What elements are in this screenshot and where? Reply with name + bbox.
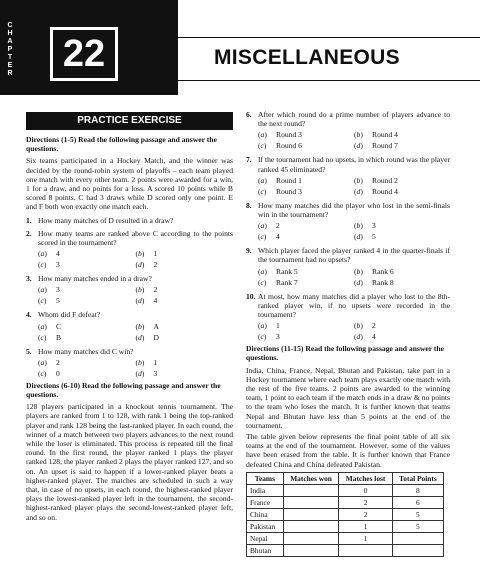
option-key: ( b ) bbox=[354, 176, 372, 185]
directions-1-5: Directions (1-5) Read the following passage and answer the questions. bbox=[26, 135, 217, 154]
option-key: ( c ) bbox=[38, 333, 56, 342]
question-list-left bbox=[26, 216, 233, 379]
chapter-letter: T bbox=[7, 54, 13, 61]
table-cell: Pakistan bbox=[247, 520, 284, 532]
option-key: ( c ) bbox=[258, 332, 276, 341]
point-table bbox=[246, 472, 444, 557]
point-table-body bbox=[247, 484, 444, 556]
answer-option bbox=[38, 332, 136, 343]
question bbox=[26, 347, 233, 356]
question-text: Which player faced the player ranked 4 in the quarter-finals if the tournament had no upsets? bbox=[258, 246, 450, 265]
table-cell: 5 bbox=[392, 520, 443, 532]
answer-option bbox=[354, 266, 450, 277]
chapter-letter: P bbox=[7, 46, 13, 53]
answer-option bbox=[258, 266, 354, 277]
answer-option bbox=[354, 277, 450, 288]
option-value: 3 bbox=[372, 221, 376, 231]
answer-option bbox=[258, 220, 354, 231]
table-row bbox=[247, 484, 444, 496]
table-header-cell: Teams bbox=[247, 472, 284, 484]
table-cell: China bbox=[247, 508, 284, 520]
table-cell bbox=[283, 508, 339, 520]
option-key: ( d ) bbox=[354, 232, 372, 241]
table-header-cell: Matches lost bbox=[339, 472, 392, 484]
chapter-band bbox=[0, 0, 178, 95]
option-value: Rank 8 bbox=[372, 277, 394, 287]
directions-6-10: Directions (6-10) Read the following passage and answer the questions. bbox=[26, 380, 221, 400]
passage-point-table: The table given below represents the final point table of all six teams at the end of the tournament. However, some of the values have been erased from the table. It is further known that France defeated China and China defeated Pakistan. bbox=[246, 432, 450, 469]
question-number: 6. bbox=[246, 110, 252, 119]
answer-options bbox=[38, 321, 233, 343]
question-list-right bbox=[246, 110, 450, 342]
option-key: ( a ) bbox=[38, 358, 56, 367]
answer-option bbox=[136, 284, 234, 295]
option-key: ( d ) bbox=[354, 278, 372, 287]
option-value: Round 3 bbox=[276, 186, 302, 196]
option-value: B bbox=[56, 332, 62, 342]
option-value: Round 7 bbox=[372, 141, 398, 151]
answer-options bbox=[38, 357, 233, 379]
table-row bbox=[247, 544, 444, 556]
option-value: 3 bbox=[153, 368, 158, 378]
option-value: 4 bbox=[153, 296, 158, 306]
option-value: Rank 5 bbox=[276, 266, 298, 276]
answer-options bbox=[38, 284, 233, 306]
option-key: ( d ) bbox=[354, 187, 372, 196]
question bbox=[246, 110, 450, 128]
option-key: ( c ) bbox=[258, 278, 276, 287]
chapter-letter: R bbox=[7, 70, 13, 77]
answer-option bbox=[258, 129, 354, 140]
answer-option bbox=[354, 186, 450, 197]
option-key: ( a ) bbox=[38, 249, 56, 258]
title-rule-bottom bbox=[178, 80, 480, 81]
option-value: 4 bbox=[56, 249, 60, 259]
table-cell: 5 bbox=[392, 508, 443, 520]
table-cell bbox=[283, 484, 339, 496]
question-number: 2. bbox=[26, 228, 32, 238]
option-key: ( b ) bbox=[354, 221, 372, 230]
question-text: How many matches ended in a draw? bbox=[38, 274, 152, 284]
title-rule-top bbox=[178, 37, 480, 38]
option-value: A bbox=[153, 321, 159, 331]
chapter-banner bbox=[0, 0, 480, 95]
option-key: ( a ) bbox=[258, 267, 276, 276]
question bbox=[26, 310, 233, 319]
answer-option bbox=[38, 259, 136, 270]
answer-option bbox=[354, 320, 450, 331]
question-text: How many matches did C win? bbox=[38, 346, 134, 356]
table-cell: 0 bbox=[339, 484, 392, 496]
option-value: Round 4 bbox=[372, 130, 398, 140]
option-value: 1 bbox=[153, 357, 158, 367]
option-key: ( d ) bbox=[136, 260, 154, 269]
option-key: ( d ) bbox=[136, 369, 154, 378]
question-text: How many matches of D resulted in a draw? bbox=[38, 215, 174, 225]
table-cell: 6 bbox=[392, 496, 443, 508]
question-text: Whom did F defeat? bbox=[38, 310, 101, 320]
table-cell bbox=[392, 532, 443, 544]
question bbox=[246, 201, 450, 219]
option-value: 2 bbox=[153, 260, 158, 270]
table-header-cell: Matches won bbox=[283, 472, 339, 484]
answer-option bbox=[354, 231, 450, 242]
question-number: 10. bbox=[246, 291, 256, 301]
table-row bbox=[247, 532, 444, 544]
table-cell bbox=[339, 544, 392, 556]
option-value: 1 bbox=[276, 321, 280, 331]
option-key: ( b ) bbox=[136, 249, 154, 258]
option-key: ( d ) bbox=[136, 333, 154, 342]
option-key: ( b ) bbox=[354, 130, 372, 139]
answer-option bbox=[38, 295, 136, 306]
option-key: ( c ) bbox=[38, 369, 56, 378]
option-key: ( d ) bbox=[136, 296, 154, 305]
table-cell bbox=[283, 532, 339, 544]
question-text: How many teams are ranked above C according to the points scored in the tournament? bbox=[38, 228, 233, 248]
option-value: 1 bbox=[153, 249, 158, 259]
option-value: 4 bbox=[372, 332, 376, 342]
question-number: 5. bbox=[26, 346, 32, 356]
answer-option bbox=[354, 220, 450, 231]
answer-option bbox=[136, 332, 234, 343]
table-row bbox=[247, 508, 444, 520]
chapter-letter: C bbox=[7, 22, 13, 29]
option-key: ( b ) bbox=[136, 322, 154, 331]
point-table-header bbox=[247, 472, 444, 484]
option-key: ( a ) bbox=[258, 176, 276, 185]
table-cell bbox=[283, 544, 339, 556]
question-text: If the tournament had no upsets, in which round was the player ranked 45 eliminated? bbox=[258, 155, 450, 174]
option-key: ( c ) bbox=[258, 232, 276, 241]
practice-exercise-heading: PRACTICE EXERCISE bbox=[26, 112, 233, 130]
answer-options bbox=[258, 266, 450, 288]
answer-options bbox=[258, 320, 450, 342]
table-cell: 1 bbox=[339, 532, 392, 544]
table-cell bbox=[392, 544, 443, 556]
option-key: ( a ) bbox=[38, 322, 56, 331]
question-text: At most, how many matches did a player who lost to the 8th-ranked player win, if no upsets were recorded in the tournament? bbox=[258, 291, 450, 320]
question-number: 4. bbox=[26, 310, 32, 320]
chapter-letter: E bbox=[7, 62, 13, 69]
option-value: D bbox=[153, 332, 159, 342]
option-key: ( c ) bbox=[38, 260, 56, 269]
answer-option bbox=[354, 140, 450, 151]
answer-option bbox=[258, 320, 354, 331]
answer-option bbox=[38, 321, 136, 332]
answer-option bbox=[136, 248, 234, 259]
option-key: ( b ) bbox=[354, 267, 372, 276]
answer-option bbox=[136, 321, 234, 332]
option-key: ( d ) bbox=[354, 141, 372, 150]
answer-option bbox=[258, 175, 354, 186]
answer-option bbox=[354, 331, 450, 342]
table-cell: 1 bbox=[339, 520, 392, 532]
table-cell: 2 bbox=[339, 508, 392, 520]
option-key: ( b ) bbox=[354, 321, 372, 330]
option-key: ( d ) bbox=[354, 332, 372, 341]
question bbox=[246, 246, 450, 264]
question bbox=[26, 216, 233, 225]
option-key: ( a ) bbox=[38, 285, 56, 294]
option-value: 2 bbox=[56, 357, 60, 367]
question bbox=[246, 155, 450, 173]
chapter-number: 22 bbox=[50, 27, 118, 81]
question-number: 3. bbox=[26, 274, 32, 284]
question bbox=[246, 292, 450, 320]
option-value: 3 bbox=[276, 332, 280, 342]
answer-option bbox=[258, 140, 354, 151]
question bbox=[26, 274, 233, 283]
option-value: 2 bbox=[153, 285, 158, 295]
option-value: 4 bbox=[276, 232, 280, 242]
answer-option bbox=[354, 129, 450, 140]
table-cell: India bbox=[247, 484, 284, 496]
table-cell bbox=[283, 520, 339, 532]
answer-options bbox=[258, 129, 450, 151]
answer-option bbox=[38, 357, 136, 368]
table-cell: Nepal bbox=[247, 532, 284, 544]
answer-option bbox=[38, 248, 136, 259]
option-value: 5 bbox=[372, 232, 376, 242]
table-cell: France bbox=[247, 496, 284, 508]
option-value: Round 3 bbox=[276, 130, 302, 140]
answer-option bbox=[258, 331, 354, 342]
option-value: Rank 6 bbox=[372, 266, 394, 276]
answer-option bbox=[136, 295, 234, 306]
table-row bbox=[247, 496, 444, 508]
answer-option bbox=[258, 186, 354, 197]
option-value: Rank 7 bbox=[276, 277, 298, 287]
table-row bbox=[247, 520, 444, 532]
option-value: 2 bbox=[276, 221, 280, 231]
question-text: How many matches did the player who lost in the semi-finals win in the tournament? bbox=[258, 200, 450, 220]
option-key: ( a ) bbox=[258, 221, 276, 230]
option-key: ( b ) bbox=[136, 358, 154, 367]
question-text: After which round do a prime number of players advance to the next round? bbox=[258, 110, 450, 129]
passage-hockey-six-nations: India, China, France, Nepal, Bhutan and Pakistan, take part in a Hockey tournament where each team plays exactly one match with the rest of the five teams. 2 points are awarded to the winning team, 1 point to each team if the match ends in a draw & no points to the team who loses the match. It is further known that teams Nepal and Bhutan have less than 5 points at the end of the tournament. bbox=[246, 365, 450, 430]
option-value: 2 bbox=[372, 321, 376, 331]
answer-option bbox=[354, 175, 450, 186]
option-value: 5 bbox=[56, 296, 60, 306]
option-key: ( c ) bbox=[258, 141, 276, 150]
question-number: 9. bbox=[246, 246, 252, 256]
chapter-title: MISCELLANEOUS bbox=[214, 46, 400, 69]
option-value: Round 4 bbox=[372, 186, 398, 196]
option-value: Round 2 bbox=[372, 175, 398, 185]
question-number: 7. bbox=[246, 155, 252, 165]
answer-options bbox=[38, 248, 233, 270]
table-cell: Bhutan bbox=[247, 544, 284, 556]
option-value: 3 bbox=[56, 260, 60, 270]
answer-option bbox=[136, 368, 234, 379]
option-value: Round 1 bbox=[276, 175, 302, 185]
answer-option bbox=[258, 231, 354, 242]
table-cell: 8 bbox=[392, 484, 443, 496]
option-value: 0 bbox=[56, 368, 60, 378]
directions-11-15: Directions (11-15) Read the following passage and answer the questions. bbox=[246, 344, 445, 363]
question-number: 8. bbox=[246, 200, 252, 210]
chapter-letter: A bbox=[7, 38, 13, 45]
option-key: ( c ) bbox=[258, 187, 276, 196]
option-value: C bbox=[56, 321, 62, 331]
answer-option bbox=[136, 357, 234, 368]
answer-options bbox=[258, 175, 450, 197]
option-key: ( c ) bbox=[38, 296, 56, 305]
table-cell: 2 bbox=[339, 496, 392, 508]
table-header-cell: Total Points bbox=[392, 472, 443, 484]
passage-hockey: Six teams participated in a Hockey Match, and the winner was decided by the round-robin system of playoffs – each team played one match with every other team. 2 points were awarded for a win, 1 for a draw, and no points for a loss. A scored 10 points while B scored 8 points. C had 3 draws while D scored only one point. E and F both won exactly one match each. bbox=[26, 156, 233, 212]
chapter-label bbox=[3, 22, 17, 78]
option-value: Round 6 bbox=[276, 141, 302, 151]
passage-tennis: 128 players participated in a knockout tennis tournament. The players are ranked from 1 to 128, with rank 1 being the top-ranked player and rank 128 being the last-ranked player. In each round, the winner of a match between two players advances to the next round while the loser is eliminated. This process is repeated till the final round. In the first round, the player ranked 1 plays the player ranked 128, the player ranked 2 plays the player ranked 127, and so on. An upset is said to happen if a lower-ranked player beats a higher-ranked player. The matches are scheduled in such a way that, in case of no upsets, in each round, the highest-ranked player plays the lowest-ranked player left in the tournament, the second-highest-ranked player plays the second-lowest-ranked player left, and so on. bbox=[26, 402, 233, 522]
answer-option bbox=[136, 259, 234, 270]
option-value: 3 bbox=[56, 285, 60, 295]
left-column bbox=[26, 112, 233, 524]
right-column bbox=[246, 112, 450, 557]
answer-options bbox=[258, 220, 450, 242]
option-key: ( a ) bbox=[258, 130, 276, 139]
answer-option bbox=[38, 284, 136, 295]
option-key: ( a ) bbox=[258, 321, 276, 330]
option-key: ( b ) bbox=[136, 285, 154, 294]
chapter-letter: H bbox=[7, 30, 13, 37]
answer-option bbox=[258, 277, 354, 288]
table-cell bbox=[283, 496, 339, 508]
question-number: 1. bbox=[26, 215, 32, 225]
question bbox=[26, 229, 233, 247]
answer-option bbox=[38, 368, 136, 379]
